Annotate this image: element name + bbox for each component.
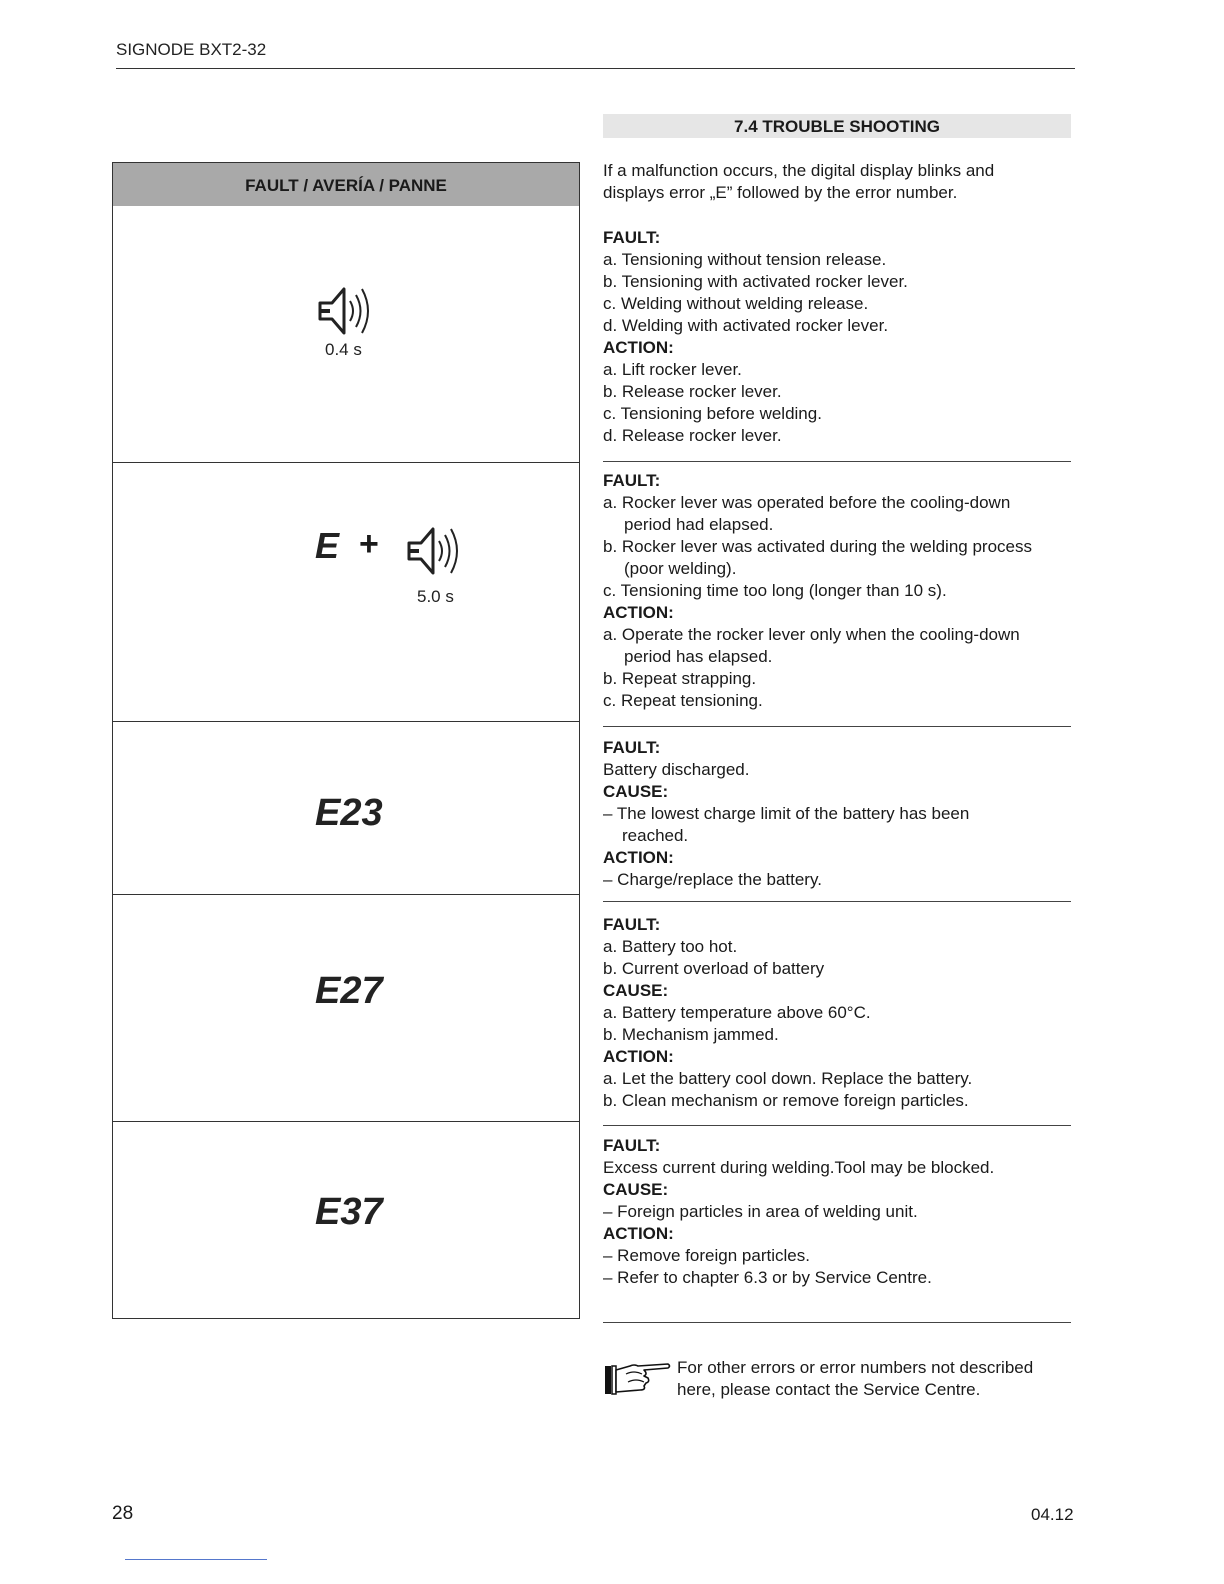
header-rule: [116, 68, 1075, 69]
error-code-e27: E27: [315, 970, 383, 1012]
row-separator: [113, 462, 579, 463]
row2-plus: +: [359, 525, 379, 563]
block-divider: [603, 461, 1071, 462]
table-header: FAULT / AVERÍA / PANNE: [113, 163, 579, 206]
block-divider: [603, 1125, 1071, 1126]
block-divider: [603, 1322, 1071, 1323]
block-divider: [603, 901, 1071, 902]
fault-block-5: FAULT: Excess current during welding.Tool may be blocked. CAUSE: – Foreign particles in area of welding unit. ACTION: – Remove foreign particles. – Refer to chapter 6.3 or by Service Centre.: [603, 1136, 995, 1287]
speaker-icon: [405, 523, 465, 579]
error-code-e23: E23: [315, 792, 383, 834]
row-separator: [113, 1121, 579, 1122]
fault-block-4: FAULT: a. Battery too hot. b. Current overload of battery CAUSE: a. Battery temperature above 60°C. b. Mechanism jammed. ACTION: a. Let the battery cool down. Replace the battery. b. Clean mechanism or remove foreign particles.: [603, 915, 973, 1110]
footer-underline: [125, 1559, 267, 1560]
revision-date: 04.12: [1031, 1505, 1074, 1524]
row2-duration: 5.0 s: [417, 587, 454, 606]
header-title: SIGNODE BXT2-32: [116, 40, 267, 59]
intro-text: If a malfunction occurs, the digital display blinks and displays error „E” followed by the error number.: [603, 161, 995, 202]
row1-duration: 0.4 s: [325, 340, 362, 359]
speaker-icon: [316, 283, 376, 339]
fault-block-1: FAULT: a. Tensioning without tension release. b. Tensioning with activated rocker lever. c. Welding without welding release. d. Welding with activated rocker lever. ACTION: a. Lift rocker lever. b. Release rocker lever. c. Tensioning before welding. d. Release rocker lever.: [603, 228, 908, 445]
fault-block-2: FAULT: a. Rocker lever was operated before the cooling-down period had elapsed. b. Rocker lever was activated during the welding process (poor welding). c. Tensioning time too long (longer than 10 s). ACTION: a. Operate the rocker lever only when the cooling-down period has elapsed. b. Repeat strapping. c. Repeat tensioning.: [603, 471, 1032, 710]
fault-table: [112, 162, 580, 1319]
row-separator: [113, 721, 579, 722]
fault-block-3: FAULT: Battery discharged. CAUSE: – The lowest charge limit of the battery has been reached. ACTION: – Charge/replace the battery.: [603, 738, 970, 889]
error-code-e37: E37: [315, 1191, 383, 1233]
row2-error-prefix: E: [315, 525, 340, 566]
block-divider: [603, 726, 1071, 727]
pointing-hand-icon: [604, 1360, 672, 1396]
page-number: 28: [112, 1503, 134, 1524]
row-separator: [113, 894, 579, 895]
section-title: 7.4 TROUBLE SHOOTING: [603, 114, 1071, 138]
service-note: For other errors or error numbers not described here, please contact the Service Centre.: [677, 1358, 1034, 1399]
